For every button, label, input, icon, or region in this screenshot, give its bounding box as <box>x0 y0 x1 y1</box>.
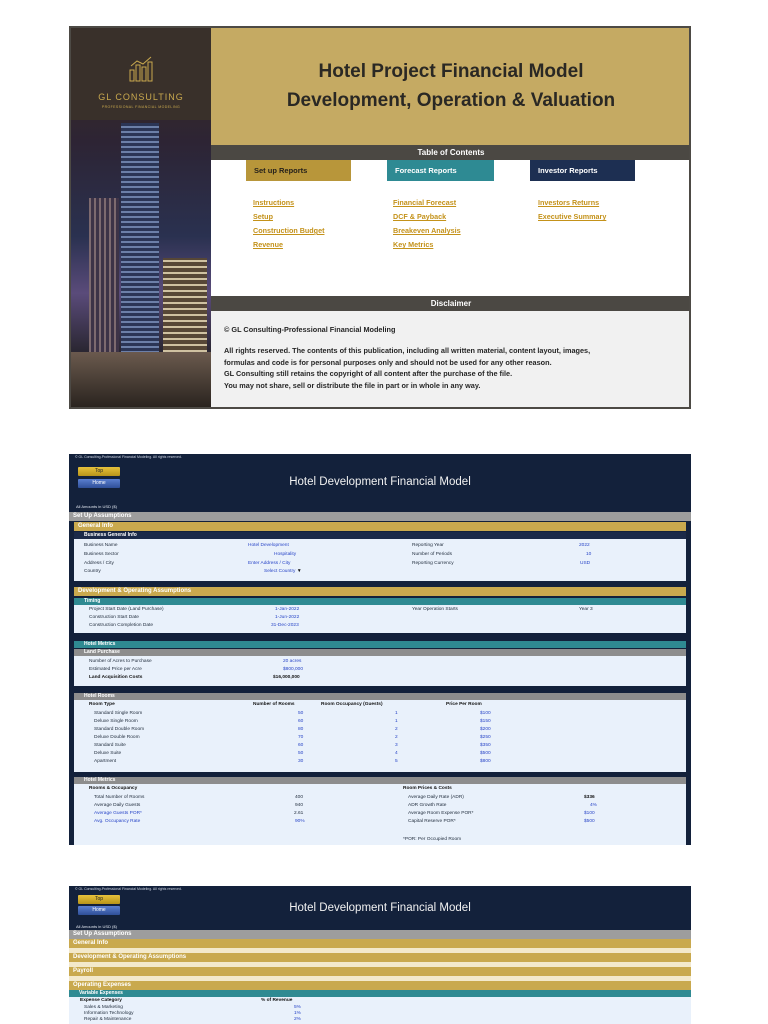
field-label: Capital Reserve POR* <box>408 819 456 824</box>
address-field[interactable]: Enter Address / City <box>248 561 291 566</box>
col-header: Expense Category <box>80 998 122 1003</box>
building-left <box>89 198 119 358</box>
avg-guests-value: 940 <box>295 803 304 808</box>
room-count[interactable]: 80 <box>298 727 304 732</box>
link-financial-forecast[interactable]: Financial Forecast <box>393 198 457 207</box>
building-right <box>163 258 207 358</box>
year-operation-value[interactable]: Year 3 <box>579 607 593 612</box>
operating-expenses-header: Operating Expenses <box>69 981 691 990</box>
link-revenue[interactable]: Revenue <box>253 240 283 249</box>
business-info-header: Business General Info <box>74 532 686 539</box>
setup-sheet <box>69 454 691 845</box>
col-header: Number of Rooms <box>253 702 295 707</box>
setup-header: Set Up Assumptions <box>69 930 691 939</box>
room-occupancy[interactable]: 1 <box>395 711 398 716</box>
link-executive-summary[interactable]: Executive Summary <box>538 212 607 221</box>
logo-name: GL CONSULTING <box>98 92 184 102</box>
field-label: Reporting Currency <box>412 561 454 566</box>
room-count[interactable]: 60 <box>298 719 304 724</box>
sheet-title: Hotel Development Financial Model <box>289 476 471 488</box>
field-label: Number of Acres to Purchase <box>89 659 152 664</box>
investor-links <box>538 196 606 224</box>
room-price[interactable]: $500 <box>480 751 491 756</box>
room-price[interactable]: $250 <box>480 735 491 740</box>
field-label: Reporting Year <box>412 543 444 548</box>
room-price[interactable]: $350 <box>480 743 491 748</box>
room-type: Apartment <box>94 759 117 764</box>
currency-field[interactable]: USD <box>580 561 591 566</box>
currency-note: All Amounts in USD ($) <box>76 924 117 929</box>
country-select[interactable] <box>264 569 302 574</box>
street <box>71 352 211 407</box>
disclaimer-line: GL Consulting still retains the copyright of all content after the purchase of the file. <box>224 369 513 378</box>
room-type: Standard Double Room <box>94 727 145 732</box>
link-investors-returns[interactable]: Investors Returns <box>538 198 600 207</box>
link-instructions[interactable]: Instructions <box>253 198 295 207</box>
room-price[interactable]: $200 <box>480 727 491 732</box>
dev-op-header: Development & Operating Assumptions <box>74 587 686 596</box>
field-label: Average Room Expense POR* <box>408 811 474 816</box>
currency-note: All Amounts in USD ($) <box>76 504 117 509</box>
expense-label: Information Technology <box>84 1011 134 1016</box>
field-label: Average Daily Rate (ADR) <box>408 795 464 800</box>
payroll-header: Payroll <box>69 967 691 976</box>
page-subtitle: Development, Operation & Valuation <box>286 90 616 111</box>
field-label: Address / City <box>84 561 114 566</box>
field-label: Business Name <box>84 543 118 548</box>
disclaimer-line: You may not share, sell or distribute the file in part or in whole in any way. <box>224 380 481 390</box>
general-info-header: General Info <box>69 939 691 948</box>
capital-reserve-field[interactable]: $500 <box>584 819 595 824</box>
col-header: Room Occupancy (Guests) <box>321 702 383 707</box>
field-label: Estimated Price per Acre <box>89 667 142 672</box>
room-price[interactable]: $150 <box>480 719 491 724</box>
land-cost-value: $16,000,000 <box>273 675 300 680</box>
category-setup-reports[interactable]: Set up Reports <box>246 160 351 181</box>
total-rooms-value: 400 <box>295 795 304 800</box>
business-info-panel <box>74 539 686 581</box>
category-forecast-reports[interactable]: Forecast Reports <box>387 160 494 181</box>
field-label: Average Daily Guests <box>94 803 141 808</box>
field-label: Project Start Date (Land Purchase) <box>89 607 164 612</box>
timing-header: Timing <box>74 598 686 605</box>
acres-field[interactable]: 20 acres <box>283 659 302 664</box>
rooms-panel <box>74 700 686 772</box>
adr-value: $336 <box>584 795 595 800</box>
field-label: Construction Completion Date <box>89 623 153 628</box>
dropdown-arrow-icon: ▼ <box>296 569 302 574</box>
field-label: Year Operation Starts <box>412 607 458 612</box>
construction-start-field[interactable]: 1-Jun-2022 <box>275 615 300 620</box>
link-dcf-payback[interactable]: DCF & Payback <box>393 212 447 221</box>
col-header: Price Per Room <box>446 702 482 707</box>
disclaimer-header: Disclaimer <box>211 296 691 311</box>
expense-value[interactable]: 5% <box>294 1005 301 1010</box>
occupancy-rate-field[interactable]: 90% <box>295 819 305 824</box>
business-name-field[interactable]: Hotel Development <box>248 543 289 548</box>
room-price[interactable]: $100 <box>480 711 491 716</box>
room-type: Deluxe Suite <box>94 751 122 756</box>
page-title: Hotel Project Financial Model <box>318 61 584 82</box>
expense-value[interactable]: 2% <box>294 1017 301 1022</box>
country-select-value: Select Country <box>264 569 296 574</box>
land-purchase-header: Land Purchase <box>74 649 686 656</box>
home-button[interactable]: Home <box>78 906 120 915</box>
price-per-acre-field[interactable]: $800,000 <box>283 667 304 672</box>
expenses-panel <box>69 997 691 1024</box>
room-type: Deluxe Double Room <box>94 735 140 740</box>
expense-value[interactable]: 1% <box>294 1011 301 1016</box>
field-label: Avg. Occupancy Rate <box>94 819 141 824</box>
room-count[interactable]: 50 <box>298 751 304 756</box>
metrics-panel <box>74 784 686 845</box>
room-occupancy[interactable]: 5 <box>395 759 398 764</box>
logo <box>71 28 211 120</box>
col-header: Room Type <box>89 702 115 707</box>
link-construction-budget[interactable]: Construction Budget <box>253 226 325 235</box>
business-sector-field[interactable]: Hospitality <box>274 552 297 557</box>
sheet-title: Hotel Development Financial Model <box>289 902 471 914</box>
copyright-note: © GL Consulting-Professional Financial Modeling. All rights reserved. <box>75 455 182 459</box>
section-label: Rooms & Occupancy <box>89 786 138 791</box>
top-button[interactable]: Top <box>78 895 120 904</box>
field-label: Number of Periods <box>412 552 452 557</box>
variable-expenses-header: Variable Expenses <box>69 990 691 997</box>
cover-page <box>69 26 691 409</box>
room-occupancy[interactable]: 3 <box>395 743 398 748</box>
room-occupancy[interactable]: 2 <box>395 735 398 740</box>
disclaimer-line: formulas and code is for personal purposes only and should not be used for any other reason. <box>224 357 552 367</box>
dev-op-header: Development & Operating Assumptions <box>69 953 691 962</box>
field-label: Total Number of Rooms <box>94 795 145 800</box>
disclaimer-text <box>224 345 684 391</box>
room-occupancy[interactable]: 2 <box>395 727 398 732</box>
room-count[interactable]: 50 <box>298 711 304 716</box>
expense-label: Repair & Maintenance <box>84 1017 132 1022</box>
title-banner <box>211 28 691 145</box>
building-tower <box>121 123 159 353</box>
room-count[interactable]: 30 <box>298 759 304 764</box>
room-type: Deluxe Single Room <box>94 719 138 724</box>
field-label: Country <box>84 569 101 574</box>
forecast-links <box>393 196 461 252</box>
reporting-year-field[interactable]: 2022 <box>579 543 590 548</box>
room-expense-field[interactable]: $100 <box>584 811 595 816</box>
logo-tagline: PROFESSIONAL FINANCIAL MODELING <box>101 105 181 109</box>
setup-header: Set Up Assumptions <box>69 512 691 521</box>
col-header: % of Revenue <box>261 998 293 1003</box>
room-type: Standard Suite <box>94 743 126 748</box>
disclaimer-line: All rights reserved. The contents of this publication, including all written material, content layout, images, <box>224 346 591 355</box>
field-label: Land Acquisition Costs <box>89 675 143 680</box>
room-type: Standard Single Room <box>94 711 143 716</box>
field-label: Average Guests POR* <box>94 811 142 816</box>
adr-growth-field[interactable]: 4% <box>590 803 597 808</box>
avg-guests-por-value: 2.61 <box>294 811 304 816</box>
setup-sheet-2 <box>69 886 691 1024</box>
copyright-note: © GL Consulting-Professional Financial Modeling. All rights reserved. <box>75 887 182 891</box>
construction-end-field[interactable]: 31-Dec-2023 <box>271 623 299 628</box>
field-label: Business Sector <box>84 552 119 557</box>
project-start-field[interactable]: 1-Jan-2022 <box>275 607 300 612</box>
timing-panel <box>74 605 686 633</box>
room-occupancy[interactable]: 1 <box>395 719 398 724</box>
room-count[interactable]: 70 <box>298 735 304 740</box>
hotel-metrics-header: Hotel Metrics <box>74 641 686 648</box>
disclaimer-copyright: © GL Consulting-Professional Financial Modeling <box>224 325 396 334</box>
room-count[interactable]: 60 <box>298 743 304 748</box>
room-occupancy[interactable]: 4 <box>395 751 398 756</box>
bar-chart-logo-icon <box>127 56 157 82</box>
land-panel <box>74 656 686 686</box>
hotel-metrics-header-2: Hotel Metrics <box>74 777 686 784</box>
link-key-metrics[interactable]: Key Metrics <box>393 240 434 249</box>
category-investor-reports[interactable]: Investor Reports <box>530 160 635 181</box>
setup-links <box>253 196 324 252</box>
field-label: Construction Start Date <box>89 615 139 620</box>
room-price[interactable]: $800 <box>480 759 491 764</box>
top-button[interactable]: Top <box>78 467 120 476</box>
por-footnote: *POR: Per Occupied Room <box>403 837 462 842</box>
link-breakeven-analysis[interactable]: Breakeven Analysis <box>393 226 461 235</box>
hotel-rooms-header: Hotel Rooms <box>74 693 686 700</box>
expense-label: Sales & Marketing <box>84 1005 123 1010</box>
section-label: Room Prices & Costs <box>403 786 452 791</box>
link-setup[interactable]: Setup <box>253 212 273 221</box>
general-info-header: General Info <box>74 522 686 531</box>
home-button[interactable]: Home <box>78 479 120 488</box>
toc-header: Table of Contents <box>211 145 691 160</box>
periods-field[interactable]: 10 <box>586 552 592 557</box>
field-label: ADR Growth Rate <box>408 803 447 808</box>
